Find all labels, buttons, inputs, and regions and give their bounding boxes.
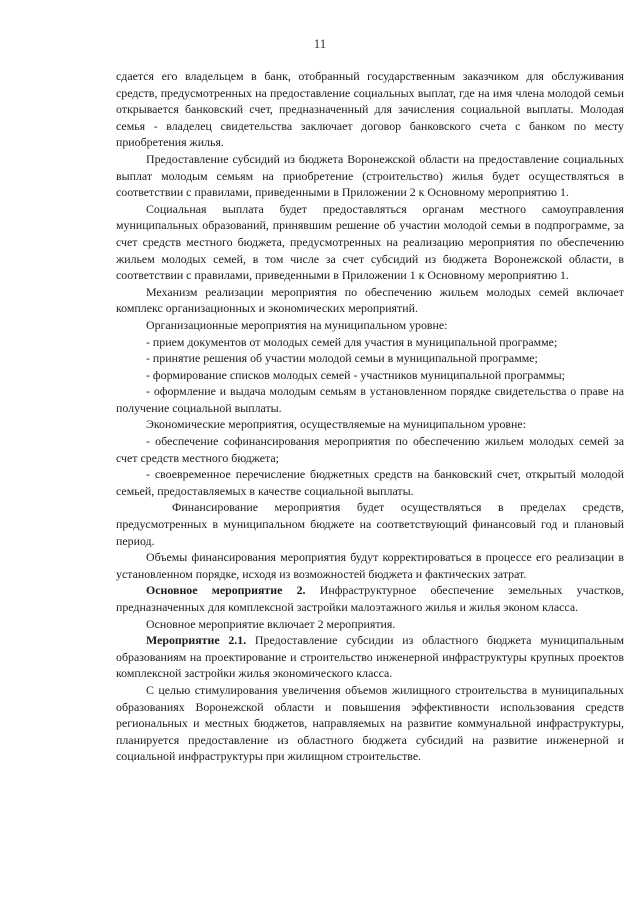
list-item-1: - прием документов от молодых семей для участия в муниципальной программе; xyxy=(146,334,558,349)
section-heading-activity-2-1: Мероприятие 2.1. xyxy=(146,633,247,648)
section-text-main-activity-2: Инфраструктурное обеспечение земельных участков, предназначенных для комплексной застройки малоэтажного жилья и жилья эконом класса. xyxy=(116,583,625,614)
paragraph-13: Финансирование мероприятия будет осуществляться в пределах средств, предусмотренных в муниципальном бюджете на соответствующий финансовый год и плановый период. xyxy=(116,500,624,548)
paragraph-18: С целью стимулирования увеличения объемов жилищного строительства в муниципальных образованиях Воронежской области и повышения эффективности использования средств региональных и местных бюджетов, направляемых на развитие коммунальной инфраструктуры, планируется предоставление из областного бюджета субсидий на развитие инженерной и социальной инфраструктуры при жилищном строительстве. xyxy=(116,682,624,764)
paragraph-5: Организационные мероприятия на муниципальном уровне: xyxy=(146,317,448,332)
document-body xyxy=(116,68,624,765)
list-item-4: - оформление и выдача молодым семьям в установленном порядке свидетельства о праве на получение социальной выплаты. xyxy=(116,384,624,415)
paragraph-14: Объемы финансирования мероприятия будут корректироваться в процессе его реализации в установленном порядке, исходя из возможностей бюджета и фактических затрат. xyxy=(116,550,624,581)
paragraph-17 xyxy=(116,632,624,682)
list-item-6: - своевременное перечисление бюджетных средств на банковский счет, открытый молодой семьей, предоставляемых в качестве социальной выплаты. xyxy=(116,467,624,498)
paragraph-16: Основное мероприятие включает 2 мероприятия. xyxy=(146,616,396,631)
paragraph-1: сдается его владельцем в банк, отобранный государственным заказчиком для обслуживания средств, предусмотренных на предоставление социальных выплат, где на имя члена молодой семьи открывается банковский счет, предназначенный для зачисления социальной выплаты. Молодая семья - владелец свидетельства заключает договор банковского счета с банком по месту приобретения жилья. xyxy=(116,69,624,150)
list-item-3: - формирование списков молодых семей - участников муниципальной программы; xyxy=(146,367,565,382)
section-text-activity-2-1: Предоставление субсидии из областного бюджета муниципальным образованиям на проектирование и строительство инженерной инфраструктуры крупных проектов комплексной застройки жилья экономического класса. xyxy=(116,633,624,681)
list-item-2: - принятие решения об участии молодой семьи в муниципальной программе; xyxy=(146,351,538,366)
list-item-5: - обеспечение софинансирования мероприятия по обеспечению жильем молодых семей за счет средств местного бюджета; xyxy=(116,434,624,465)
page-number: 11 xyxy=(313,36,327,51)
paragraph-3: Социальная выплата будет предоставляться органам местного самоуправления муниципальных образований, принявшим решение об участии молодой семьи в подпрограмме, за счет средств местного бюджета, предусмотренных на реализацию мероприятия по обеспечению жильем молодых семей, в том числе за счет субсидий из бюджета Воронежской области, в соответствии с правилами, приведенными в Приложении 1 к Основному мероприятию 1. xyxy=(116,201,624,283)
paragraph-4: Механизм реализации мероприятия по обеспечению жильем молодых семей включает комплекс организационных и экономических мероприятий. xyxy=(116,284,624,316)
paragraph-15 xyxy=(116,582,624,615)
section-heading-main-activity-2: Основное мероприятие 2. xyxy=(146,583,306,598)
paragraph-2: Предоставление субсидий из бюджета Воронежской области на предоставление социальных выплат молодым семьям на приобретение (строительство) жилья будет осуществляться в соответствии с правилами, приведенными в Приложении 2 к Основному мероприятию 1. xyxy=(116,151,624,200)
paragraph-10: Экономические мероприятия, осуществляемые на муниципальном уровне: xyxy=(146,417,526,432)
